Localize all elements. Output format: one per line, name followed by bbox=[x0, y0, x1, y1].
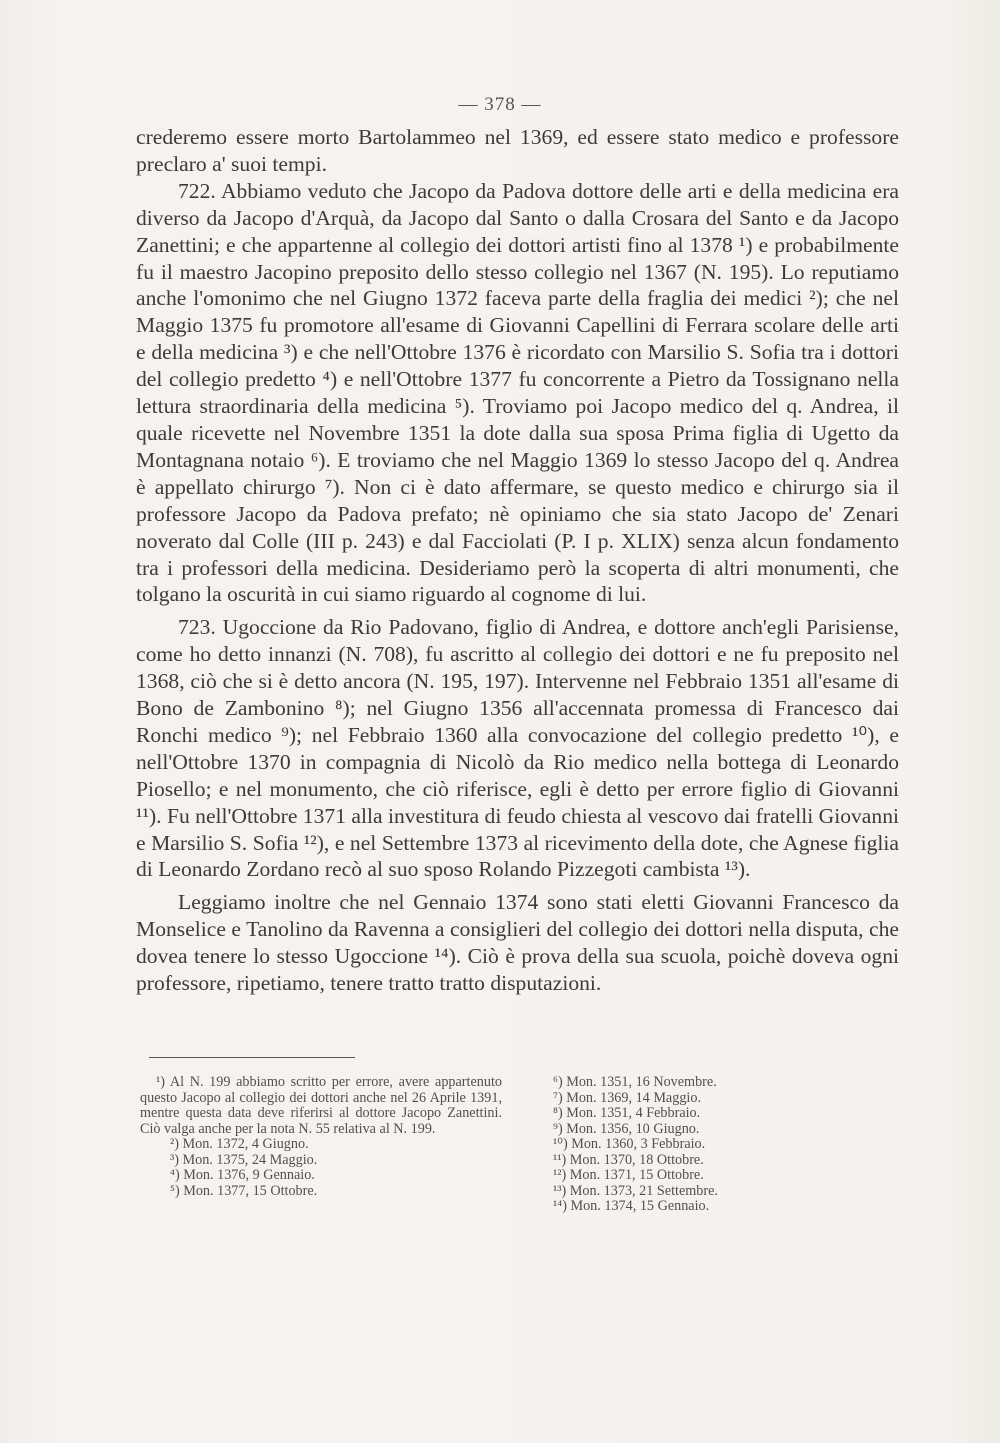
footnote: ¹²) Mon. 1371, 15 Ottobre. bbox=[553, 1167, 704, 1183]
footnote: ¹) Al N. 199 abbiamo scritto per errore, avere appartenuto questo Jacopo al collegio dei dottori anche nel 26 Aprile 1391, mentre questa data deve riferirsi al dottore Jacopo Zanettini. Ciò valga anche per la nota N. 55 relativa al N. 199. bbox=[140, 1074, 502, 1137]
footnote: ⁸) Mon. 1351, 4 Febbraio. bbox=[553, 1105, 701, 1121]
footnote-divider bbox=[149, 1057, 355, 1058]
footnote: ⁶) Mon. 1351, 16 Novembre. bbox=[553, 1074, 717, 1090]
footnote: ⁷) Mon. 1369, 14 Maggio. bbox=[553, 1089, 701, 1106]
main-text bbox=[136, 124, 899, 997]
paragraph: 723. Ugoccione da Rio Padovano, figlio di Andrea, e dottore anch'egli Parisiense, come ho detto innanzi (N. 708), fu ascritto al collegio dei dottori e ne fu preposito nel 1368, ciò che si è detto ancora (N. 195, 197). Intervenne nel Febbraio 1351 all'esame di Bono de Zambonino ⁸); nel Giugno 1356 all'accennata promessa di Francesco dai Ronchi medico ⁹); nel Febbraio 1360 alla convocazione del collegio predetto ¹⁰), e nell'Ottobre 1370 in compagnia di Nicolò da Rio medico nella bottega di Leonardo Piosello; e nel monumento, che ciò riferisce, egli è detto per errore figlio di Giovanni ¹¹). Fu nell'Ottobre 1371 alla investitura di feudo chiesta al vescovo dai fratelli Giovanni e Marsilio S. Sofia ¹²), e nel Settembre 1373 al ricevimento della dote, che Agnese figlia di Leonardo Zordano recò al suo sposo Rolando Pizzegoti cambista ¹³). bbox=[136, 615, 899, 882]
footnote: ¹⁰) Mon. 1360, 3 Febbraio. bbox=[553, 1136, 706, 1152]
footnote: ¹³) Mon. 1373, 21 Settembre. bbox=[553, 1182, 718, 1199]
footnote: ²) Mon. 1372, 4 Giugno. bbox=[170, 1136, 309, 1152]
page-number: — 378 — bbox=[458, 94, 542, 115]
paragraph: Leggiamo inoltre che nel Gennaio 1374 sono stati eletti Giovanni Francesco da Monselice e Tanolino da Ravenna a consiglieri del collegio dei dottori nella disputa, che dovea tenere lo stesso Ugoccione ¹⁴). Ciò è prova della sua scuola, poichè doveva ogni professore, ripetiamo, tenere tratto tratto disputazioni. bbox=[136, 890, 899, 996]
footnote: ³) Mon. 1375, 24 Maggio. bbox=[170, 1151, 318, 1168]
footnote: ⁹) Mon. 1356, 10 Giugno. bbox=[553, 1120, 700, 1137]
paragraph: 722. Abbiamo veduto che Jacopo da Padova dottore delle arti e della medicina era diverso da Jacopo d'Arquà, da Jacopo dal Santo o dalla Crosara del Santo e da Jacopo Zanettini; e che appartenne al collegio dei dottori artisti fino al 1378 ¹) e probabilmente fu il maestro Jacopino preposito dello stesso collegio nel 1367 (N. 195). Lo reputiamo anche l'omonimo che nel Giugno 1372 faceva parte della fraglia dei medici ²); che nel Maggio 1375 fu promotore all'esame di Giovanni Capellini di Ferrara scolare delle arti e della medicina ³) e che nell'Ottobre 1376 è ricordato con Marsilio S. Sofia tra i dottori del collegio predetto ⁴) e nell'Ottobre 1377 fu concorrente a Pietro da Tossignano nella lettura straordinaria della medicina ⁵). Troviamo poi Jacopo medico del q. Andrea, il quale ricevette nel Novembre 1351 la dote dalla sua sposa Prima figlia di Ugetto da Montagnana notaio ⁶). E troviamo che nel Maggio 1369 lo stesso Jacopo del q. Andrea è appellato chirurgo ⁷). Non ci è dato affermare, se questo medico e chirurgo sia il professore Jacopo da Padova prefato; nè opiniamo che sia stato Jacopo de' Zenari noverato dal Colle (III p. 243) e dal Facciolati (P. I p. XLIX) senza alcun fondamento tra i professori della medicina. Desideriamo però la scoperta di altri monumenti, che tolgano la oscurità in cui siamo riguardo al cognome di lui. bbox=[136, 178, 899, 607]
footnotes-left-column bbox=[140, 1075, 502, 1199]
footnote: ⁵) Mon. 1377, 15 Ottobre. bbox=[170, 1182, 318, 1199]
footnote: ¹⁴) Mon. 1374, 15 Gennaio. bbox=[553, 1198, 710, 1214]
footnotes-right-column bbox=[553, 1075, 813, 1215]
paragraph: crederemo essere morto Bartolammeo nel 1369, ed essere stato medico e professore preclaro a' suoi tempi. bbox=[136, 125, 899, 176]
footnote: ¹¹) Mon. 1370, 18 Ottobre. bbox=[553, 1151, 704, 1168]
footnote: ⁴) Mon. 1376, 9 Gennaio. bbox=[170, 1167, 315, 1183]
